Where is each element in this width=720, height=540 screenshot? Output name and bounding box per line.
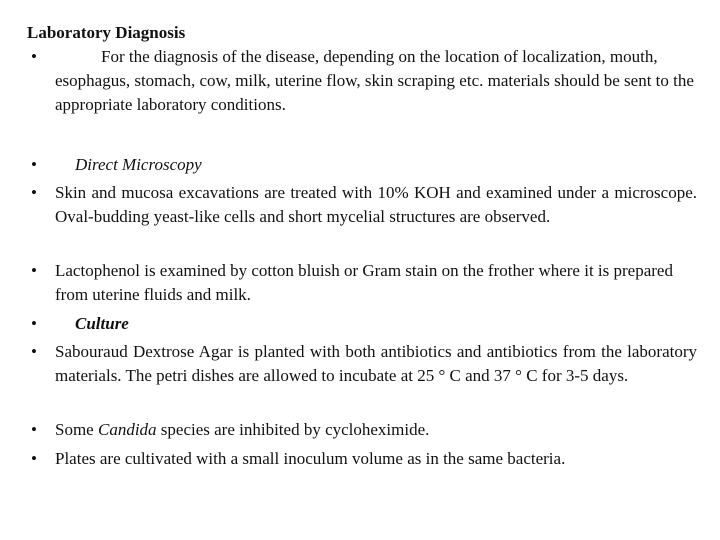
list-item-plates bbox=[27, 447, 697, 471]
bullet: • bbox=[31, 155, 37, 174]
item-text: For the diagnosis of the disease, depending on the location of localization, mouth, esophagus, stomach, cow, milk, uterine flow, skin scraping etc. materials should be sent to the appropriate laboratory conditions. bbox=[55, 47, 694, 114]
item-text-post: species are inhibited by cycloheximide. bbox=[156, 420, 430, 439]
list-item-sabouraud bbox=[27, 340, 697, 388]
bullet: • bbox=[31, 342, 37, 361]
list-item-culture bbox=[27, 312, 697, 336]
section-heading-culture: Culture bbox=[75, 314, 129, 333]
bullet: • bbox=[31, 314, 37, 333]
bullet: • bbox=[31, 449, 37, 468]
species-name: Candida bbox=[97, 420, 157, 439]
item-text bbox=[55, 418, 697, 442]
item-text-pre: Some bbox=[55, 420, 98, 439]
bullet: • bbox=[31, 183, 37, 202]
item-text: Plates are cultivated with a small inoculum volume as in the same bacteria. bbox=[55, 449, 566, 468]
bullet: • bbox=[31, 47, 37, 66]
list-item-lactophenol bbox=[27, 259, 697, 307]
list-item-koh bbox=[27, 181, 697, 229]
item-text: Lactophenol is examined by cotton bluish or Gram stain on the frother where it is prepared from uterine fluids and milk. bbox=[55, 261, 673, 304]
list-item-diagnosis bbox=[27, 45, 697, 117]
list-item-direct-microscopy bbox=[27, 153, 697, 177]
section-heading-direct-microscopy: Direct Microscopy bbox=[75, 155, 202, 174]
bullet: • bbox=[31, 420, 37, 439]
item-text: Skin and mucosa excavations are treated with 10% KOH and examined under a microscope. Oval-budding yeast-like cells and short mycelial structures are observed. bbox=[55, 183, 697, 226]
bullet: • bbox=[31, 261, 37, 280]
slide-title: Laboratory Diagnosis bbox=[27, 23, 186, 42]
list-item-candida bbox=[27, 418, 697, 442]
item-text: Sabouraud Dextrose Agar is planted with both antibiotics and antibiotics from the laboratory materials. The petri dishes are allowed to incubate at 25 ° C and 37 ° C for 3-5 days. bbox=[55, 342, 697, 385]
